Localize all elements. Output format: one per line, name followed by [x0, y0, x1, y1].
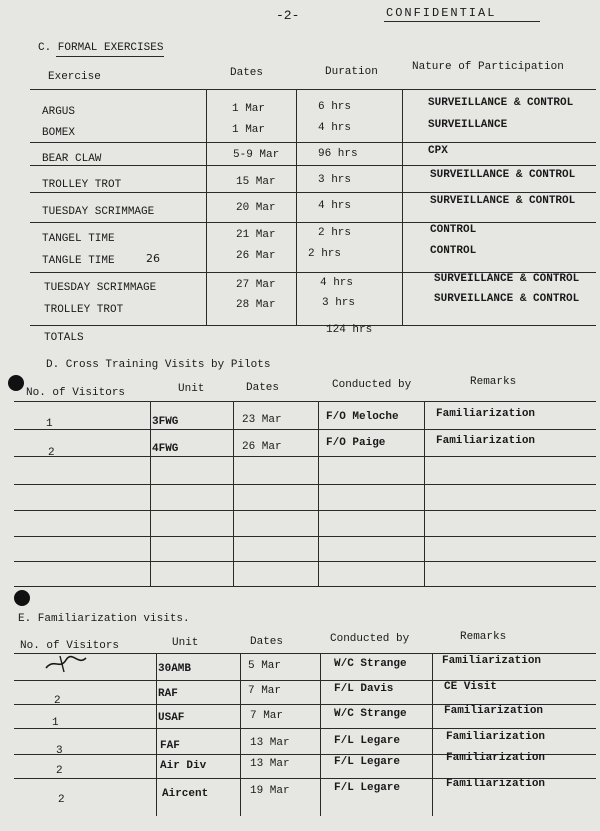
section-c-row-rule: [30, 325, 596, 326]
remarks: Familiarization: [444, 705, 544, 717]
section-d-row-rule: [14, 561, 596, 562]
visit-date: 23 Mar: [242, 414, 282, 426]
exercise-name: ARGUS: [42, 106, 76, 118]
section-d-row-rule: [14, 586, 596, 587]
section-c-divider-2: [296, 89, 297, 325]
remarks: Familiarization: [436, 435, 536, 447]
exercise-dates: 15 Mar: [236, 176, 276, 188]
exercise-duration: 4 hrs: [318, 200, 352, 212]
unit: Aircent: [162, 788, 209, 800]
exercise-nature: SURVEILLANCE & CONTROL: [430, 169, 576, 181]
conducted-by: F/L Legare: [334, 756, 401, 768]
remarks: Familiarization: [446, 731, 546, 743]
classification-underline: [384, 21, 540, 22]
exercise-dates: 27 Mar: [236, 279, 276, 291]
visit-date: 13 Mar: [250, 758, 290, 770]
col-header-remarks: Remarks: [460, 631, 507, 643]
col-header-unit: Unit: [172, 637, 199, 649]
exercise-name: BOMEX: [42, 127, 76, 139]
exercise-nature: CONTROL: [430, 224, 477, 236]
unit: 3FWG: [152, 416, 179, 428]
section-e-divider-3: [320, 653, 321, 816]
section-c-divider-1: [206, 89, 207, 325]
conducted-by: W/C Strange: [334, 708, 407, 720]
visit-date: 26 Mar: [242, 441, 282, 453]
exercise-nature: SURVEILLANCE: [428, 119, 508, 131]
col-header-visitors: No. of Visitors: [20, 640, 120, 652]
exercise-nature: CONTROL: [430, 245, 477, 257]
section-d-title: D. Cross Training Visits by Pilots: [46, 359, 271, 371]
remarks: Familiarization: [436, 408, 536, 420]
col-header-conducted-by: Conducted by: [330, 633, 410, 645]
col-header-unit: Unit: [178, 383, 205, 395]
remarks: CE Visit: [444, 681, 497, 693]
col-header-exercise: Exercise: [48, 71, 101, 83]
col-header-remarks: Remarks: [470, 376, 517, 388]
exercise-dates: 5-9 Mar: [233, 149, 280, 161]
section-d-row-rule: [14, 429, 596, 430]
exercise-dates: 20 Mar: [236, 202, 276, 214]
totals-label: TOTALS: [44, 332, 84, 344]
col-header-duration: Duration: [325, 66, 378, 78]
conducted-by: F/O Paige: [326, 437, 386, 449]
conducted-by: F/L Legare: [334, 782, 401, 794]
visitor-count: 2: [54, 695, 61, 707]
exercise-duration: 3 hrs: [318, 174, 352, 186]
section-d-row-rule: [14, 510, 596, 511]
exercise-nature: SURVEILLANCE & CONTROL: [428, 97, 574, 109]
visitor-count: 2: [48, 447, 55, 459]
visit-date: 7 Mar: [248, 685, 282, 697]
handwritten-note: 26: [146, 252, 160, 265]
exercise-duration: 2 hrs: [308, 248, 342, 260]
col-header-dates: Dates: [250, 636, 284, 648]
col-header-dates: Dates: [230, 67, 264, 79]
punch-hole: [14, 590, 30, 606]
exercise-nature: CPX: [428, 145, 448, 157]
section-d-header-rule: [14, 401, 596, 402]
section-e-divider-4: [432, 653, 433, 816]
section-e-divider-1: [156, 653, 157, 816]
visit-date: 5 Mar: [248, 660, 282, 672]
section-e-title: E. Familiarization visits.: [18, 613, 190, 625]
section-c-row-rule: [30, 222, 596, 223]
unit: 30AMB: [158, 663, 192, 675]
section-e-row-rule: [14, 728, 596, 729]
section-e-row-rule: [14, 680, 596, 681]
section-c-divider-3: [402, 89, 403, 325]
conducted-by: F/L Davis: [334, 683, 394, 695]
exercise-name: TROLLEY TROT: [42, 179, 122, 191]
col-header-nature: Nature of Participation: [412, 61, 564, 73]
section-c-title-underline: [56, 56, 164, 57]
remarks: Familiarization: [446, 752, 546, 764]
unit: Air Div: [160, 760, 207, 772]
remarks: Familiarization: [446, 778, 546, 790]
exercise-duration: 96 hrs: [318, 148, 358, 160]
exercise-name: TANGLE TIME: [42, 255, 115, 267]
visitor-count: 1: [46, 418, 53, 430]
classification-marking: CONFIDENTIAL: [386, 6, 497, 20]
section-c-header-rule: [30, 89, 596, 90]
section-e-header-rule: [14, 653, 596, 654]
exercise-name: TUESDAY SCRIMMAGE: [44, 282, 157, 294]
remarks: Familiarization: [442, 655, 542, 667]
exercise-duration: 4 hrs: [320, 277, 354, 289]
section-d-row-rule: [14, 484, 596, 485]
conducted-by: W/C Strange: [334, 658, 407, 670]
unit: USAF: [158, 712, 185, 724]
col-header-dates: Dates: [246, 382, 280, 394]
exercise-name: BEAR CLAW: [42, 153, 102, 165]
visit-date: 7 Mar: [250, 710, 284, 722]
col-header-conducted-by: Conducted by: [332, 379, 412, 391]
exercise-duration: 6 hrs: [318, 101, 352, 113]
totals-value: 124 hrs: [326, 324, 373, 336]
exercise-duration: 2 hrs: [318, 227, 352, 239]
exercise-duration: 4 hrs: [318, 122, 352, 134]
col-header-visitors: No. of Visitors: [26, 387, 126, 399]
unit: 4FWG: [152, 443, 179, 455]
unit: RAF: [158, 688, 178, 700]
exercise-dates: 1 Mar: [232, 103, 266, 115]
exercise-name: TROLLEY TROT: [44, 304, 124, 316]
exercise-dates: 26 Mar: [236, 250, 276, 262]
exercise-duration: 3 hrs: [322, 297, 356, 309]
section-c-row-rule: [30, 192, 596, 193]
section-c-title: C. FORMAL EXERCISES: [38, 42, 164, 54]
exercise-dates: 28 Mar: [236, 299, 276, 311]
visit-date: 19 Mar: [250, 785, 290, 797]
exercise-dates: 1 Mar: [232, 124, 266, 136]
section-d-row-rule: [14, 536, 596, 537]
handwritten-mark: [42, 654, 88, 674]
punch-hole: [8, 375, 24, 391]
section-c-row-rule: [30, 142, 596, 143]
section-e-divider-2: [240, 653, 241, 816]
exercise-dates: 21 Mar: [236, 229, 276, 241]
section-c-row-rule: [30, 165, 596, 166]
conducted-by: F/L Legare: [334, 735, 401, 747]
visitor-count: 2: [58, 794, 65, 806]
visitor-count: 2: [56, 765, 63, 777]
exercise-name: TANGEL TIME: [42, 233, 115, 245]
exercise-nature: SURVEILLANCE & CONTROL: [434, 293, 580, 305]
exercise-name: TUESDAY SCRIMMAGE: [42, 206, 155, 218]
visit-date: 13 Mar: [250, 737, 290, 749]
conducted-by: F/O Meloche: [326, 411, 399, 423]
section-d-row-rule: [14, 456, 596, 457]
visitor-count: 1: [52, 717, 59, 729]
exercise-nature: SURVEILLANCE & CONTROL: [430, 195, 576, 207]
unit: FAF: [160, 740, 180, 752]
visitor-count: 3: [56, 745, 63, 757]
exercise-nature: SURVEILLANCE & CONTROL: [434, 273, 580, 285]
page-number: -2-: [276, 8, 300, 23]
